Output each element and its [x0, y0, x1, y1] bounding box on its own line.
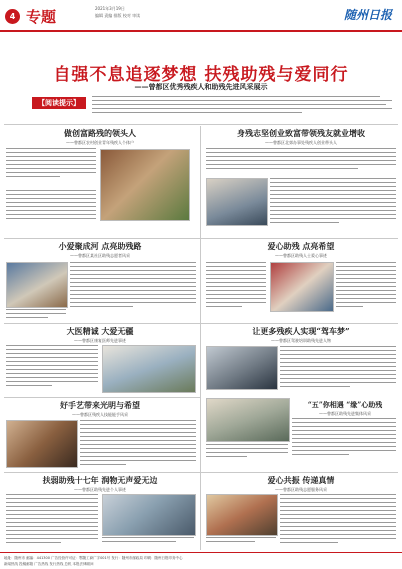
article-8-text: [292, 418, 396, 460]
article-subtitle: ——曾都区北郊办事处残疾人创业带头人: [265, 140, 337, 145]
divider: [4, 238, 398, 239]
article-8-text-2: [206, 444, 288, 460]
article-title: “五”你相遇 “缘”心助残: [307, 400, 383, 409]
article-6: [204, 326, 398, 344]
article-title: 好手艺带来光明与希望: [60, 400, 140, 410]
page-number: 4: [5, 9, 20, 24]
masthead-rule: [0, 30, 402, 32]
article-subtitle: ——曾都区助残志愿服务风采: [275, 487, 327, 492]
article-9: [4, 475, 196, 493]
article-subtitle: ——曾都区驾驶培训助残先进人物: [271, 338, 331, 343]
article-5-photo: [102, 345, 196, 393]
article-7: [4, 400, 196, 418]
article-subtitle: ——曾都区康复医师先进事迹: [74, 338, 126, 343]
article-1: [4, 128, 196, 146]
divider: [4, 397, 200, 398]
article-2-text-2: [270, 178, 396, 234]
article-8: [292, 400, 398, 417]
intro-text: [92, 96, 392, 120]
article-3-text-2: [6, 309, 66, 323]
article-4-photo: [270, 262, 334, 312]
article-title: 扶弱助残十七年 润物无声爱无边: [42, 475, 158, 485]
article-2-photo: [206, 178, 268, 226]
intro-label: 【阅读提示】: [32, 97, 86, 109]
article-7-text: [80, 420, 196, 470]
article-9-photo: [102, 494, 196, 536]
article-title: 爱心共振 传递真情: [267, 475, 335, 485]
article-1-text-2: [6, 190, 96, 230]
footer-line-2: 新闻热线 投稿邮箱 广告热线 发行热线 总机 本报法律顾问: [4, 562, 94, 566]
article-subtitle: ——曾都区残疾人技能能手风采: [72, 412, 128, 417]
article-3-text: [70, 262, 196, 320]
article-10-text-2: [206, 537, 276, 549]
article-6-photo: [206, 346, 278, 390]
editor-credits: 编辑 责编 排版 校对 审读: [95, 13, 141, 18]
article-subtitle: ——曾都区某社区助残志愿者风采: [70, 253, 130, 258]
article-subtitle: ——曾都区助残先进集体风采: [319, 411, 371, 416]
article-10-text: [280, 494, 396, 548]
article-title: 做创富路残的领头人: [64, 128, 136, 138]
divider: [4, 124, 398, 125]
article-8-photo: [206, 398, 290, 442]
article-7-photo: [6, 420, 78, 468]
article-3-photo: [6, 262, 68, 308]
issue-date: 2021年3月19日: [95, 6, 125, 11]
divider: [4, 323, 398, 324]
article-6-text: [280, 346, 396, 394]
article-10-photo: [206, 494, 278, 536]
article-title: 大医精诚 大爱无疆: [66, 326, 134, 336]
article-subtitle: ——曾都区农村创业青年残疾人个体户: [66, 140, 134, 145]
article-9-text-2: [102, 537, 194, 549]
footer-line-1: 地址：随州市 邮编：441300 广告经营许可证：鄂随工商广字001号 发行：随州市邮政局 印刷：随州日报印务中心: [4, 556, 183, 560]
article-1-photo: [100, 149, 190, 221]
article-4: [204, 241, 398, 259]
article-title: 身残志坚创业致富带领残友就业增收: [237, 128, 365, 138]
article-3: [4, 241, 196, 259]
page-footer: [0, 552, 402, 569]
article-title: 爱心助残 点亮希望: [267, 241, 335, 251]
article-1-text: [6, 148, 96, 188]
article-title: 小爱聚成河 点亮助残路: [58, 241, 142, 251]
article-4-text: [206, 262, 266, 322]
feature-headline: 自强不息追逐梦想 扶残助残与爱同行: [53, 65, 349, 85]
newspaper-logo: 随州日报: [343, 8, 392, 22]
feature-subhead: ——曾都区优秀残疾人和助残先进风采展示: [134, 83, 268, 91]
article-9-text: [6, 494, 98, 548]
article-title: 让更多残疾人实现“驾车梦”: [252, 326, 350, 336]
article-5-text: [6, 345, 98, 393]
article-4-text-2: [336, 262, 396, 322]
article-subtitle: ——曾都区助残先进个人事迹: [74, 487, 126, 492]
article-2: [204, 128, 398, 146]
article-5: [4, 326, 196, 344]
divider: [4, 472, 398, 473]
article-10: [204, 475, 398, 493]
section-title: 专题: [26, 8, 57, 26]
masthead: [0, 0, 402, 34]
article-subtitle: ——曾都区助残人士爱心事迹: [275, 253, 327, 258]
column-divider: [200, 126, 201, 550]
article-2-text: [206, 148, 396, 176]
